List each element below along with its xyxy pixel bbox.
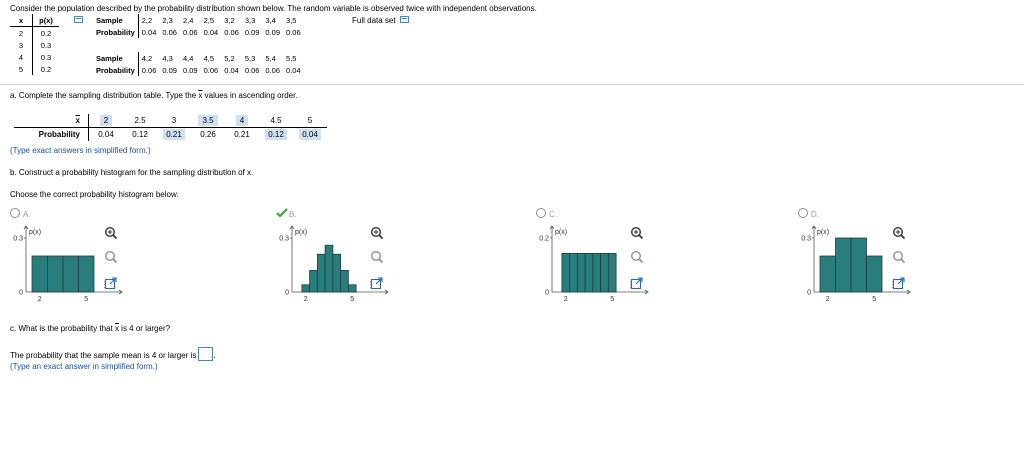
xbar-value-cell: 3 [157,114,191,128]
part-c-prompt: c. What is the probability that $\overline{x}$ is 4 or larger? [10,324,171,333]
check-icon [276,208,288,218]
histogram-bar [333,254,341,292]
histogram-bar [348,285,356,292]
probability-value-cell: 0.26 [200,130,216,139]
option-d-radio[interactable] [798,208,819,219]
option-label: C. [549,210,557,219]
pop-header-px: p(x) [33,14,60,27]
x-tick-label: 2 [303,296,308,302]
sample-cell: 2,2 [141,15,153,25]
xbar-value-cell: 5 [293,114,327,128]
histogram-bar [577,253,585,292]
histogram-bar [562,253,570,292]
sample-cell: 5,2 [224,53,235,63]
zoom-in-icon[interactable] [104,226,118,240]
part-c-hint: (Type an exact answer in simplified form.) [10,362,158,371]
histogram-bar [601,253,609,292]
sample-prob-cell: 0.06 [244,65,260,75]
zoom-in-icon[interactable] [630,226,644,240]
sample-cell: 4,4 [182,53,194,63]
sample-cell: 4,2 [141,53,153,63]
enlarge-icon[interactable] [892,276,906,290]
xbar-header: $\overline{x}$ [14,114,89,128]
histogram-bar [341,270,349,292]
sample-cell: 4,5 [203,53,215,63]
sample-prob-cell: 0.06 [162,27,177,37]
probability-value-cell: 0.04 [293,128,327,142]
sampling-distribution-table [14,114,327,141]
pop-cell: 0.3 [40,40,52,50]
sample-prob-cell: 0.09 [182,65,198,75]
sample-cell: 3,2 [224,15,235,25]
histogram-bar [48,256,64,292]
histogram-bar [570,253,578,292]
pop-cell: 0.2 [40,64,52,74]
sample-label: Sample [96,14,138,26]
x-tick-label: 5 [872,296,877,302]
y-zero-label: 0 [807,289,811,297]
y-tick-label: 0.3 [801,235,811,243]
histogram-bar [867,256,883,292]
zoom-in-icon[interactable] [892,226,906,240]
zoom-out-icon[interactable] [892,250,906,264]
part-a-hint: (Type exact answers in simplified form.) [10,146,151,155]
option-a-radio[interactable] [10,208,31,219]
option-label: A. [23,210,31,219]
y-axis-label: p(x) [295,229,308,236]
pop-cell: 2 [10,27,33,40]
option-b-radio[interactable] [276,208,297,219]
sample-prob-cell: 0.06 [224,27,239,37]
sample-cell: 5,3 [244,53,256,63]
x-tick-label: 5 [350,296,355,302]
zoom-out-icon[interactable] [630,250,644,264]
option-c-radio[interactable] [536,208,557,219]
probability-value-cell: 0.04 [98,130,114,139]
histogram-bar [32,256,48,292]
histogram-bar [585,253,593,292]
population-table [10,14,59,75]
sample-cell: 2,5 [203,15,215,25]
radio-circle [10,208,20,218]
sample-cell: 5,4 [265,53,276,63]
x-tick-label: 2 [37,296,42,302]
histogram-bar [325,245,333,292]
sample-prob-cell: 0.04 [224,65,239,75]
pop-cell: 0.3 [40,52,52,62]
sample-prob-cell: 0.06 [203,65,219,75]
histogram-bar [608,253,616,292]
sample-cell: 5,5 [286,53,297,63]
y-axis-label: p(x) [817,229,830,236]
sample-prob-cell: 0.06 [286,27,301,37]
sample-prob-cell: 0.04 [203,27,219,37]
sample-prob-cell: 0.09 [162,65,177,75]
copy-data-icon[interactable] [74,16,84,25]
sample-prob-cell: 0.06 [265,65,281,75]
histogram-bar [836,238,852,292]
part-c-answer-text: The probability that the sample mean is 4 or larger is [10,351,197,360]
zoom-in-icon[interactable] [370,226,384,240]
sample-prob-cell: 0.09 [244,27,260,37]
full-data-set-link[interactable] [352,16,410,25]
sample-cell: 2,3 [162,15,173,25]
sample-prob-cell: 0.06 [141,65,157,75]
pop-cell: 0.2 [40,28,52,38]
part-c-answer-line: The probability that the sample mean is 4 or larger is . [10,347,216,361]
histogram-bar [593,253,601,292]
histogram-bar [317,254,325,292]
probability-answer-input[interactable] [198,347,213,361]
enlarge-icon[interactable] [630,276,644,290]
probability-value-cell: 0.12 [132,130,148,139]
histogram-bar [851,238,867,292]
probability-label: Probability [96,26,138,38]
zoom-out-icon[interactable] [370,250,384,264]
part-a-prompt: a. Complete the sampling distribution table. Type the $\overline{x}$ values in ascending order. [10,91,298,100]
sample-prob-cell: 0.04 [286,65,301,75]
histogram-bar [79,256,95,292]
xbar-value-cell: 2 [89,114,124,128]
y-tick-label: 0.3 [279,235,289,243]
probability-value-cell: 0.12 [259,128,293,142]
y-tick-label: 0.2 [539,235,549,243]
pop-cell: 3 [10,39,33,51]
radio-circle [536,208,546,218]
histogram-bar [63,256,79,292]
sample-cell: 3,5 [286,15,297,25]
sample-table-1 [96,14,304,38]
pop-cell: 4 [10,51,33,63]
sample-prob-cell: 0.06 [182,27,198,37]
enlarge-icon[interactable] [370,276,384,290]
full-data-set-label: Full data set [352,16,396,25]
sample-cell: 3,4 [265,15,276,25]
option-label: D. [811,210,819,219]
sample-cell: 3,3 [244,15,256,25]
radio-circle [798,208,808,218]
xbar-value-cell: 2.5 [123,114,157,128]
probability-value-cell: 0.21 [234,130,250,139]
probability-label: Probability [96,64,138,76]
histogram-bar [820,256,836,292]
xbar-value-cell: 4 [225,114,259,128]
sample-cell: 4,3 [162,53,173,63]
y-axis-label: p(x) [555,229,568,236]
x-tick-label: 2 [825,296,830,302]
histogram-bar [302,285,310,292]
part-b-prompt: b. Construct a probability histogram for the sampling distribution of x. [10,168,254,177]
y-zero-label: 0 [285,289,289,297]
sample-label: Sample [96,52,138,64]
copy-data-icon[interactable] [400,16,410,24]
xbar-value-cell: 4.5 [259,114,293,128]
sample-cell: 2,4 [182,15,194,25]
sample-prob-cell: 0.09 [265,27,281,37]
histogram-bar [310,270,318,292]
pop-header-x: x [10,14,33,27]
sample-prob-cell: 0.04 [141,27,157,37]
pop-cell: 5 [10,63,33,75]
probability-header: Probability [14,128,89,142]
sample-table-2 [96,52,304,76]
x-tick-label: 2 [563,296,568,302]
part-b-instruction: Choose the correct probability histogram below. [10,190,179,199]
zoom-out-icon[interactable] [104,250,118,264]
enlarge-icon[interactable] [104,276,118,290]
y-tick-label: 0.3 [13,235,23,243]
y-axis-label: p(x) [29,229,42,236]
intro-text: Consider the population described by the probability distribution shown below. The random variable is observed twice with independent observations. [10,4,537,13]
divider [0,84,1024,85]
x-tick-label: 5 [610,296,615,302]
x-tick-label: 5 [84,296,89,302]
probability-value-cell: 0.21 [157,128,191,142]
y-zero-label: 0 [19,289,23,297]
xbar-value-cell: 3.5 [191,114,225,128]
option-label: B. [289,210,297,219]
y-zero-label: 0 [545,289,549,297]
